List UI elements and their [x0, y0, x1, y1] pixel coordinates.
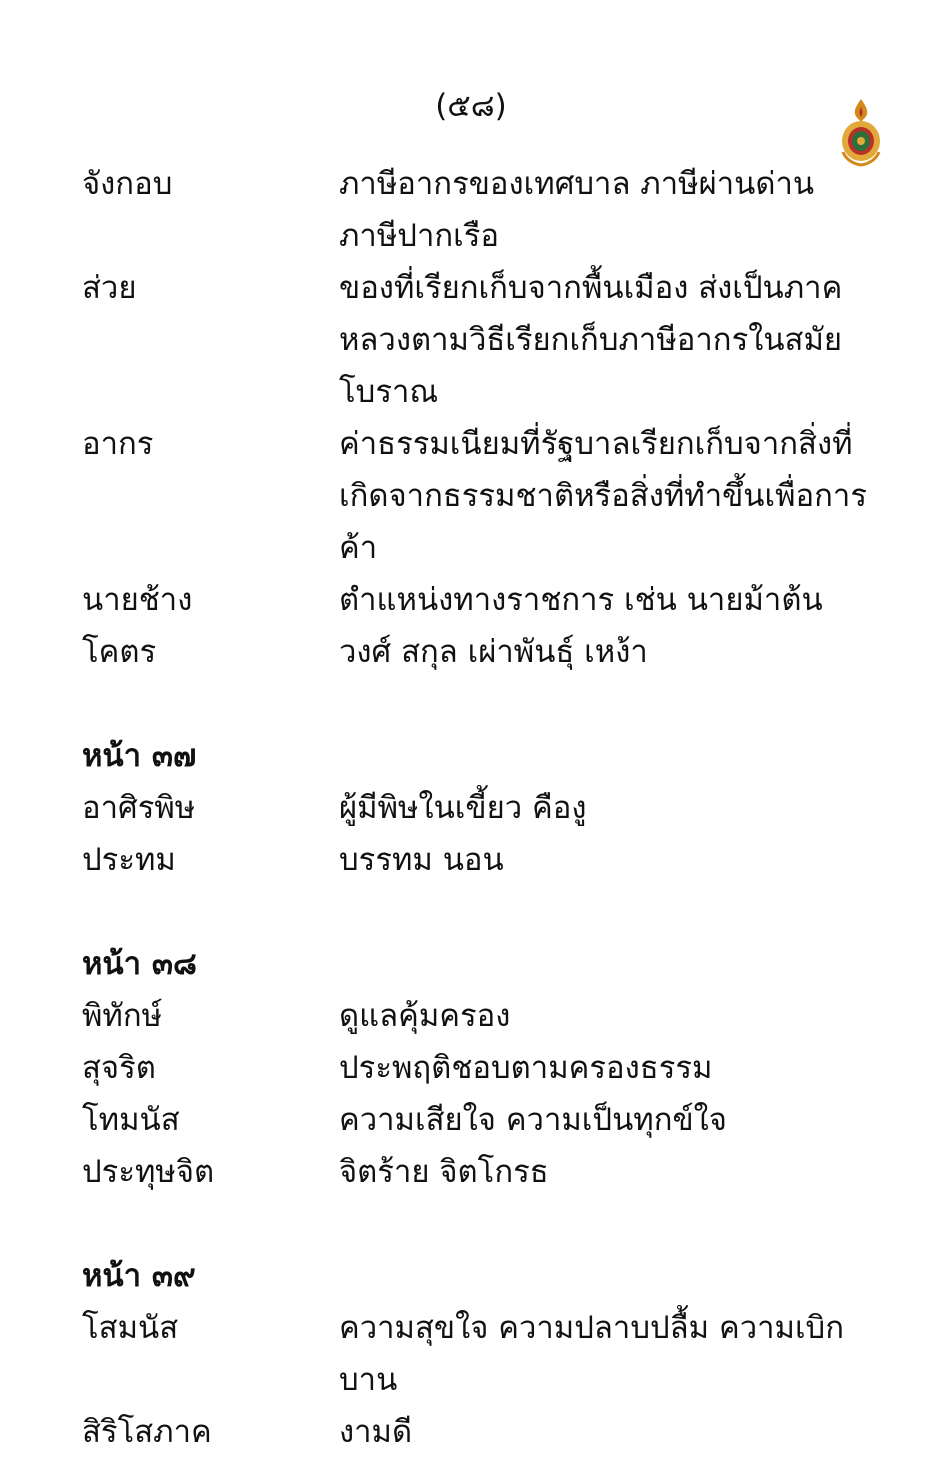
glossary-entry	[82, 1406, 872, 1458]
glossary-definition: วงศ์ สกุล เผ่าพันธุ์ เหง้า	[339, 634, 648, 670]
glossary-term: โทมนัส	[82, 1102, 180, 1138]
glossary-term: สุจริต	[82, 1050, 156, 1086]
glossary-term: โคตร	[82, 634, 157, 670]
glossary-entry	[82, 626, 872, 678]
glossary-term: ประทม	[82, 842, 176, 878]
glossary-entry	[82, 158, 872, 262]
glossary-term: สิริโสภาค	[82, 1414, 212, 1450]
glossary-definition: ประพฤติชอบตามครองธรรม	[339, 1050, 713, 1086]
glossary-definition: ความเสียใจ ความเป็นทุกข์ใจ	[339, 1102, 727, 1138]
glossary-definition: ของที่เรียกเก็บจากพื้นเมือง ส่งเป็นภาคหลวงตามวิธีเรียกเก็บภาษีอากรในสมัยโบราณ	[339, 270, 843, 410]
glossary-definition: ค่าธรรมเนียมที่รัฐบาลเรียกเก็บจากสิ่งที่เกิดจากธรรมชาติหรือสิ่งที่ทำขึ้นเพื่อการค้า	[339, 426, 867, 566]
section-heading: หน้า ๓๙	[82, 1258, 196, 1294]
glossary-definition: ดูแลคุ้มครอง	[339, 998, 511, 1034]
section-spacer	[82, 678, 872, 730]
glossary-entry	[82, 782, 872, 834]
section-heading: หน้า ๓๗	[82, 738, 197, 774]
section-spacer	[82, 886, 872, 938]
glossary-definition: ความสุขใจ ความปลาบปลื้ม ความเบิกบาน	[339, 1310, 844, 1398]
section-heading: หน้า ๓๘	[82, 946, 197, 982]
glossary-term: อาศิรพิษ	[82, 790, 196, 826]
glossary	[82, 158, 872, 1458]
section-spacer	[82, 1198, 872, 1250]
glossary-entry	[82, 1302, 872, 1406]
glossary-definition: ภาษีอากรของเทศบาล ภาษีผ่านด่าน ภาษีปากเรือ	[339, 166, 815, 254]
glossary-term: ส่วย	[82, 270, 137, 306]
glossary-entry	[82, 262, 872, 418]
glossary-entry	[82, 1146, 872, 1198]
glossary-term: พิทักษ์	[82, 998, 163, 1034]
glossary-term: ประทุษจิต	[82, 1154, 215, 1190]
royal-crest-icon	[836, 97, 886, 167]
glossary-entry	[82, 1094, 872, 1146]
glossary-definition: จิตร้าย จิตโกรธ	[339, 1154, 549, 1190]
page-number: (๕๘)	[435, 88, 507, 124]
glossary-term: โสมนัส	[82, 1310, 179, 1346]
glossary-entry	[82, 834, 872, 886]
glossary-definition: งามดี	[339, 1414, 413, 1450]
glossary-term: นายช้าง	[82, 582, 193, 618]
glossary-entry	[82, 574, 872, 626]
glossary-definition: ตำแหน่งทางราชการ เช่น นายม้าต้น	[339, 582, 823, 618]
glossary-term: อากร	[82, 426, 154, 462]
glossary-definition: ผู้มีพิษในเขี้ยว คืองู	[339, 790, 587, 826]
glossary-entry	[82, 990, 872, 1042]
glossary-entry	[82, 418, 872, 574]
glossary-definition: บรรทม นอน	[339, 842, 504, 878]
glossary-entry	[82, 1042, 872, 1094]
glossary-term: จังกอบ	[82, 166, 173, 202]
